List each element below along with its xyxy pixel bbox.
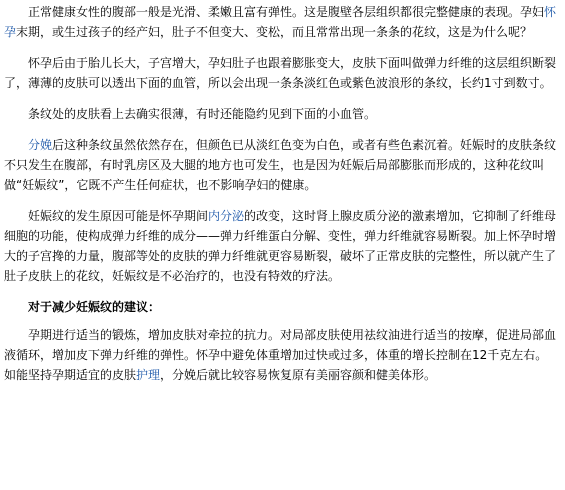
link-delivery[interactable]: 分娩 — [28, 138, 53, 152]
paragraph-text: 孕期进行适当的锻炼，增加皮肤对牵拉的抗力。对局部皮肤使用祛纹油进行适当的按摩，促进局部血液循环，增加皮下弹力纤维的弹性。怀孕中避免体重增加过快或过多，体重的增长控制在12千克左右。如能坚持孕期适宜的皮肤 — [4, 328, 557, 382]
link-pregnancy[interactable]: 怀孕 — [4, 5, 557, 39]
paragraph-mechanism — [4, 206, 559, 286]
paragraph-cause: 怀孕后由于胎儿长大，子宫增大，孕妇肚子也跟着膨胀变大，皮肤下面叫做弹力纤维的这层组织断裂了，薄薄的皮肤可以透出下面的血管，所以会出现一条条淡红色或紫色波浪形的条纹，长约1寸到数寸。 — [4, 56, 557, 90]
paragraph-text: 末期，或生过孩子的经产妇，肚子不但变大、变松，而且常常出现一条条的花纹，这是为什么呢？ — [16, 25, 533, 39]
section-heading: 对于减少妊娠纹的建议： — [28, 300, 161, 314]
paragraph-text: 妊娠纹的发生原因可能是怀孕期间 — [28, 209, 209, 223]
paragraph-text: ，分娩后就比较容易恢复原有美丽容颜和健美体形。 — [160, 368, 437, 382]
paragraph-text: 后这种条纹虽然依然存在，但颜色已从淡红色变为白色，或者有些色素沉着。妊娠时的皮肤条纹不只发生在腹部，有时乳房区及大腿的地方也可发生，也是因为妊娠后局部膨胀而形成的，这种花纹叫做“妊娠纹”，它既不产生任何症状，也不影响孕妇的健康。 — [4, 138, 557, 192]
paragraph-advice — [4, 325, 559, 385]
paragraph-intro — [4, 2, 559, 42]
paragraph-text: 正常健康女性的腹部一般是光滑、柔嫩且富有弹性。这是腹壁各层组织都很完整健康的表现。孕妇 — [28, 5, 545, 19]
paragraph-after-delivery — [4, 135, 559, 195]
paragraph-text: 的改变，这时肾上腺皮质分泌的激素增加，它抑制了纤维母细胞的功能，使构成弹力纤维的成分——弹力纤维蛋白分解、变性，弹力纤维就容易断裂。加上怀孕时增大的子宫搀的力量，腹部等处的皮肤的弹力纤维就更容易断裂，破坏了正常皮肤的完整性，所以就产生了肚子皮肤上的花纹，妊娠纹是不必治疗的，也没有特效的疗法。 — [4, 209, 557, 283]
paragraph-skin: 条纹处的皮肤看上去确实很薄，有时还能隐约见到下面的小血管。 — [28, 107, 377, 121]
link-endocrine[interactable]: 内分泌 — [208, 209, 245, 223]
link-care[interactable]: 护理 — [136, 368, 161, 382]
